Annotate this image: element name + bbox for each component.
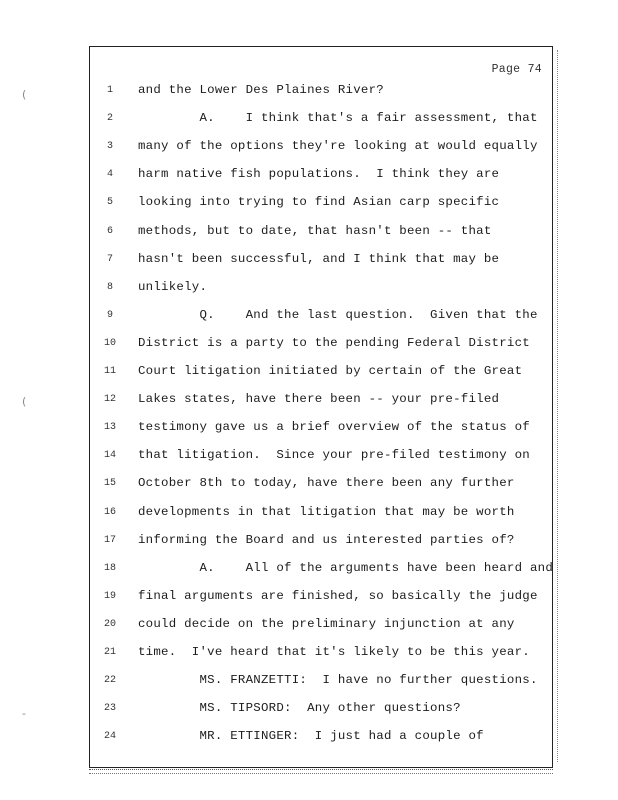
transcript-line xyxy=(90,278,552,298)
transcript-line xyxy=(90,165,552,185)
line-number: 12 xyxy=(103,394,116,406)
transcript-line xyxy=(90,222,552,242)
transcript-line xyxy=(90,109,552,129)
line-text: final arguments are finished, so basically the judge xyxy=(138,588,538,603)
line-number: 22 xyxy=(103,675,116,687)
line-number: 21 xyxy=(103,647,116,658)
line-number: 15 xyxy=(103,478,116,490)
page-right-edge xyxy=(557,50,562,762)
line-number: 11 xyxy=(103,366,116,377)
line-number: 14 xyxy=(103,450,116,462)
transcript-line xyxy=(90,643,552,663)
line-text: A. All of the arguments have been heard and xyxy=(138,560,554,575)
line-number: 7 xyxy=(106,253,113,265)
line-text: informing the Board and us interested parties of? xyxy=(138,532,515,547)
line-text: Lakes states, have there been -- your pre-filed xyxy=(138,392,500,407)
transcript-line xyxy=(90,334,552,354)
transcript-line xyxy=(90,671,552,691)
transcript-line xyxy=(90,81,552,101)
transcript-line xyxy=(90,362,552,382)
binder-hole-mark-middle: ( xyxy=(22,395,27,408)
line-text: hasn't been successful, and I think that may be xyxy=(138,251,500,266)
line-number: 8 xyxy=(106,281,113,293)
line-number: 3 xyxy=(106,141,113,153)
line-number: 2 xyxy=(106,113,113,125)
line-text: District is a party to the pending Federal District xyxy=(138,335,530,350)
transcript-page xyxy=(89,46,553,768)
line-text: that litigation. Since your pre-filed testimony on xyxy=(138,448,530,463)
line-number: 24 xyxy=(103,731,116,743)
line-text: unlikely. xyxy=(138,279,208,294)
line-number: 20 xyxy=(103,618,116,630)
line-number: 17 xyxy=(103,534,116,546)
line-text: October 8th to today, have there been any further xyxy=(138,476,515,491)
transcript-line xyxy=(90,503,552,523)
transcript-line xyxy=(90,390,552,410)
line-number: 1 xyxy=(106,85,113,96)
transcript-line xyxy=(90,531,552,551)
transcript-line xyxy=(90,474,552,494)
transcript-line xyxy=(90,587,552,607)
line-text: A. I think that's a fair assessment, that xyxy=(138,111,538,126)
line-number: 10 xyxy=(103,337,116,349)
line-text: testimony gave us a brief overview of the status of xyxy=(138,420,530,435)
transcript-line xyxy=(90,137,552,157)
line-text: time. I've heard that it's likely to be this year. xyxy=(138,645,530,659)
transcript-line xyxy=(90,250,552,270)
transcript-line xyxy=(90,306,552,326)
transcript-line xyxy=(90,559,552,579)
line-number: 6 xyxy=(106,225,113,237)
transcript-line xyxy=(90,418,552,438)
line-text: methods, but to date, that hasn't been -- that xyxy=(138,223,492,238)
binder-hole-mark-top: ( xyxy=(22,88,27,101)
line-number: 23 xyxy=(103,703,116,715)
line-text: MS. FRANZETTI: I have no further questions. xyxy=(138,673,538,688)
page-number: Page 74 xyxy=(491,63,542,76)
line-number: 16 xyxy=(103,506,116,518)
line-text: looking into trying to find Asian carp specific xyxy=(138,195,500,210)
line-text: could decide on the preliminary injunction at any xyxy=(138,616,515,631)
line-text: harm native fish populations. I think they are xyxy=(138,167,500,182)
line-number: 19 xyxy=(103,590,116,602)
transcript-lines xyxy=(90,47,552,767)
transcript-line xyxy=(90,615,552,635)
transcript-line xyxy=(90,193,552,213)
binder-hole-mark-bottom: - xyxy=(22,707,26,720)
line-text: Court litigation initiated by certain of the Great xyxy=(138,364,523,378)
line-number: 13 xyxy=(103,422,116,434)
line-text: many of the options they're looking at would equally xyxy=(138,139,538,154)
transcript-line xyxy=(90,699,552,719)
line-number: 5 xyxy=(106,197,113,209)
line-text: developments in that litigation that may be worth xyxy=(138,504,515,519)
transcript-line xyxy=(90,727,552,747)
transcript-line xyxy=(90,446,552,466)
line-text: MR. ETTINGER: I just had a couple of xyxy=(138,729,484,744)
line-text: MS. TIPSORD: Any other questions? xyxy=(138,701,461,716)
line-number: 4 xyxy=(106,169,113,181)
line-number: 9 xyxy=(106,309,113,321)
line-text: and the Lower Des Plaines River? xyxy=(138,83,384,97)
line-text: Q. And the last question. Given that the xyxy=(138,307,538,322)
line-number: 18 xyxy=(103,562,116,574)
